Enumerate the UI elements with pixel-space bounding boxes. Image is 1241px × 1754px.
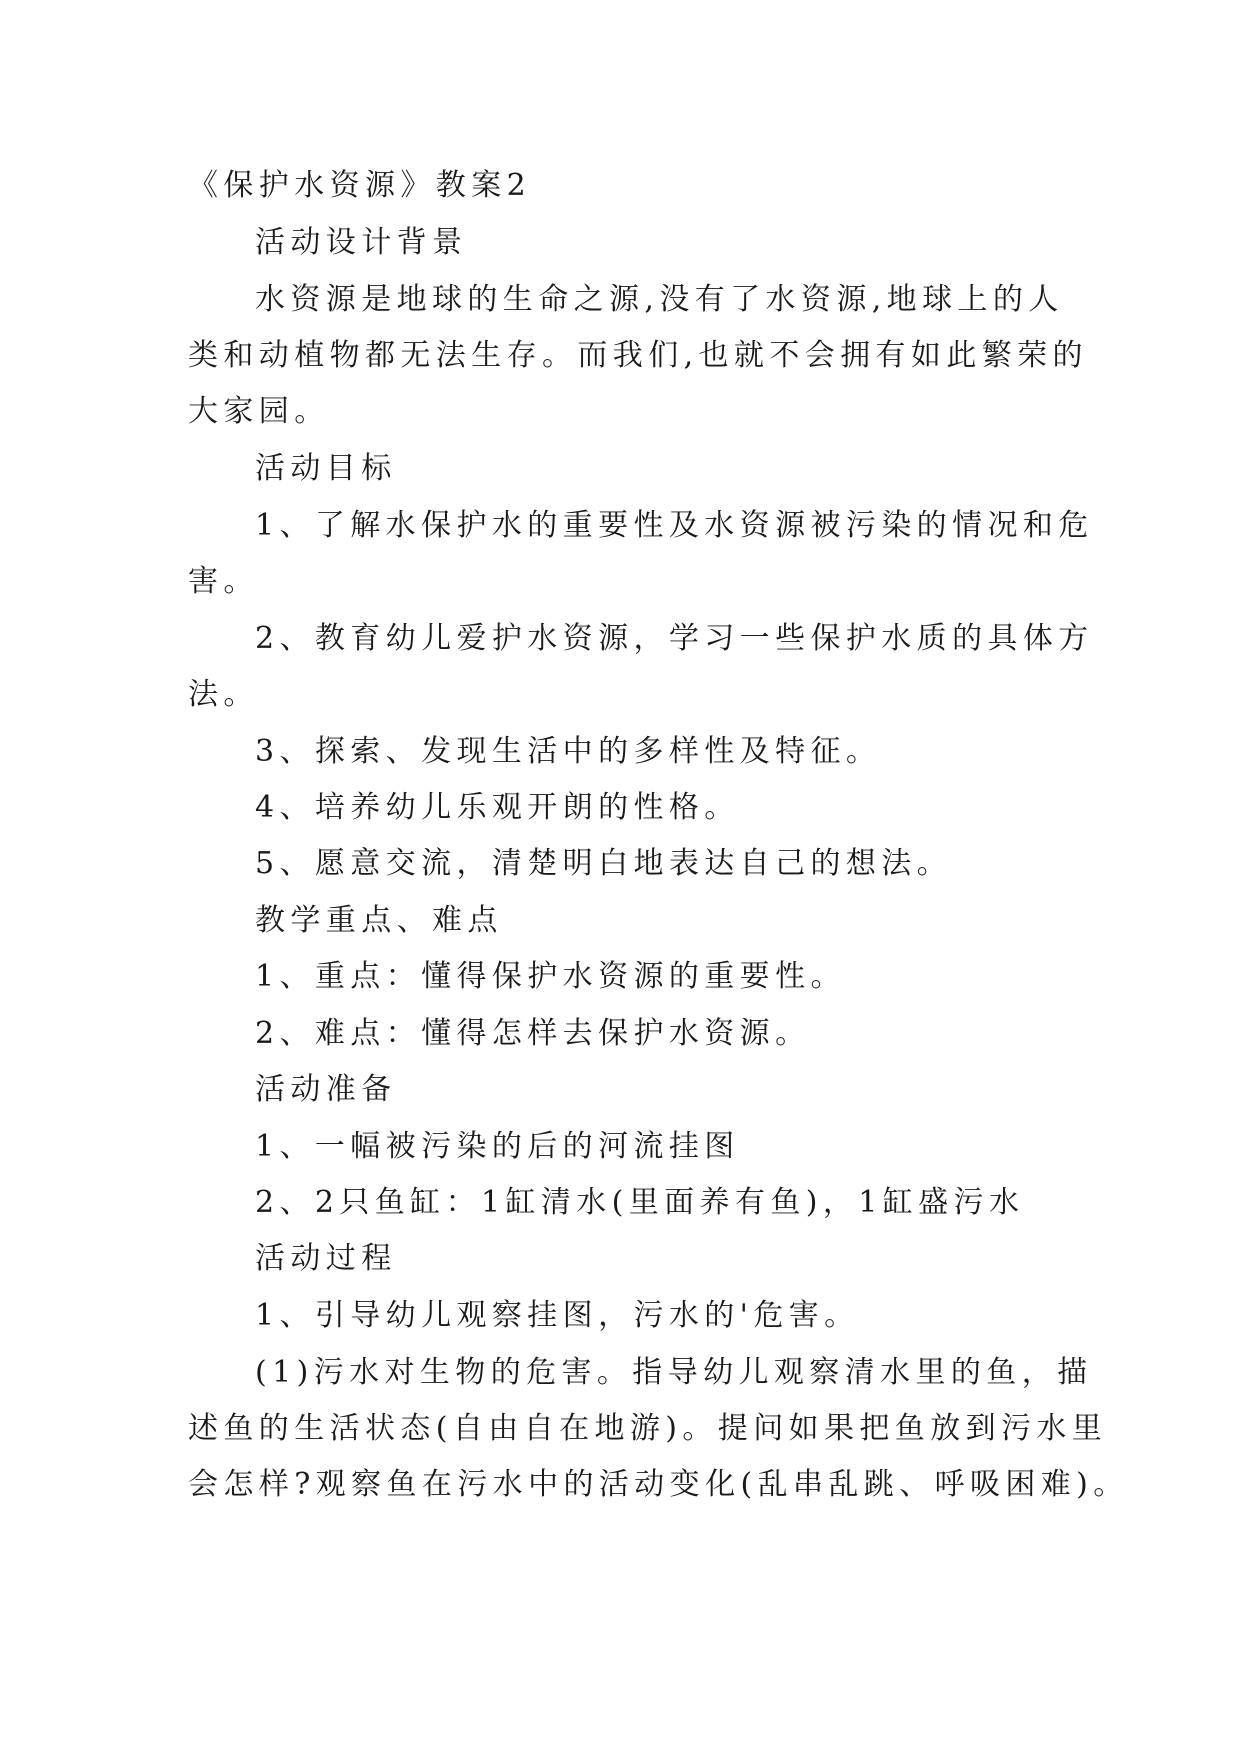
list-item-continuation: 害。 xyxy=(188,564,259,599)
section-heading-key-points: 教学重点、难点 xyxy=(255,903,503,938)
list-item: 1、一幅被污染的后的河流挂图 xyxy=(255,1129,740,1164)
list-item: 1、引导幼儿观察挂图，污水的'危害。 xyxy=(255,1298,860,1333)
list-item: 2、难点：懂得怎样去保护水资源。 xyxy=(255,1016,811,1051)
document-title: 《保护水资源》教案2 xyxy=(188,168,532,203)
list-item-continuation: 法。 xyxy=(188,677,259,712)
list-item: 3、探索、发现生活中的多样性及特征。 xyxy=(255,734,882,769)
list-item: 2、2只鱼缸：1缸清水(里面养有鱼)，1缸盛污水 xyxy=(255,1185,1025,1220)
section-heading-goals: 活动目标 xyxy=(255,451,397,486)
list-item: 2、教育幼儿爱护水资源，学习一些保护水质的具体方 xyxy=(255,621,1094,656)
paragraph-line: 类和动植物都无法生存。而我们,也就不会拥有如此繁荣的 xyxy=(188,338,1088,373)
section-heading-background: 活动设计背景 xyxy=(255,225,468,260)
section-heading-process: 活动过程 xyxy=(255,1241,397,1276)
list-item: 4、培养幼儿乐观开朗的性格。 xyxy=(255,790,740,825)
list-item: 1、重点：懂得保护水资源的重要性。 xyxy=(255,959,846,994)
paragraph-line: 会怎样?观察鱼在污水中的活动变化(乱串乱跳、呼吸困难)。 xyxy=(188,1467,1129,1502)
section-heading-preparation: 活动准备 xyxy=(255,1072,397,1107)
paragraph-line: 大家园。 xyxy=(188,394,330,429)
list-item: 5、愿意交流，清楚明白地表达自己的想法。 xyxy=(255,846,953,881)
paragraph-line: 水资源是地球的生命之源,没有了水资源,地球上的人 xyxy=(255,282,1064,317)
list-item: 1、了解水保护水的重要性及水资源被污染的情况和危 xyxy=(255,508,1094,543)
paragraph-line: (1)污水对生物的危害。指导幼儿观察清水里的鱼，描 xyxy=(255,1355,1093,1390)
paragraph-line: 述鱼的生活状态(自由自在地游)。提问如果把鱼放到污水里 xyxy=(188,1411,1108,1446)
